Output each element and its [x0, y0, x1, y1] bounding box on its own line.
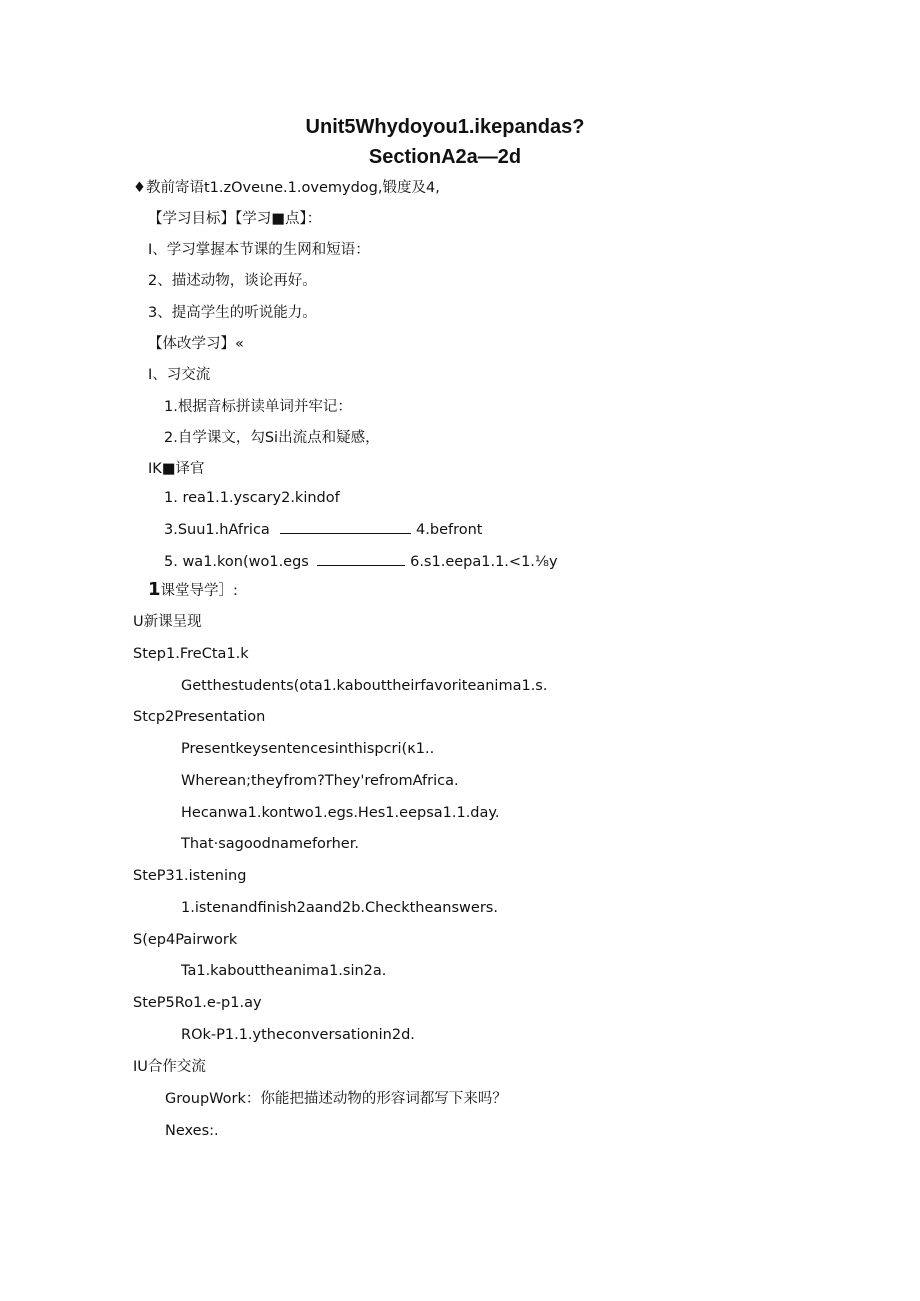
coop-header: IU合作交流	[133, 1059, 206, 1075]
title-line-2: SectionA2a—2d	[368, 146, 522, 168]
translate-header: IK■译官	[148, 461, 205, 477]
exchange-item: 1.根据音标拼读单词并牢记：	[164, 399, 352, 415]
answer-blank[interactable]	[280, 519, 411, 534]
step-line: Hecanwa1.kontwo1.egs.Hes1.eepsa1.1.day.	[181, 805, 500, 821]
objectives-header: 【学习目标】【学习■点】：	[148, 211, 322, 227]
translate-row	[164, 488, 340, 508]
self-study-header: 【体改学习】«	[148, 336, 244, 352]
title-line-1: Unit5Whydoyou1.ikepandas?	[305, 116, 585, 138]
objective-item: 3、提高学生的听说能力。	[148, 305, 317, 321]
guide-header	[148, 580, 238, 601]
guide-header-number: 1	[148, 579, 161, 600]
step-label: S(ep4Pairwork	[133, 932, 238, 948]
translate-row-text: 4.befront	[416, 522, 483, 538]
step-line: Wherean;theyfrom?They'refromAfrica.	[181, 773, 459, 789]
step-label: SteP31.istening	[133, 868, 247, 884]
translate-row-text: 3.Suu1.hAfrica	[164, 522, 270, 538]
objective-item: 2、描述动物，谈论再好。	[148, 273, 317, 289]
translate-row	[164, 519, 483, 540]
answer-blank[interactable]	[317, 551, 405, 566]
translate-row-text: 5. wa1.kon(wo1.egs	[164, 554, 309, 570]
step-line: That·sagoodnameforher.	[181, 836, 359, 852]
step-label: Step1.FreCta1.k	[133, 646, 249, 662]
group-work: GroupWork：你能把描述动物的形容词都写下来吗？	[165, 1091, 507, 1107]
objective-item: I、学习掌握本节课的生网和短语：	[148, 242, 370, 258]
translate-row-text: 1. rea1.1.yscary2.kindof	[164, 490, 340, 506]
step-line: Presentkeysentencesinthispcri(κ1..	[181, 741, 435, 757]
guide-header-text: 课堂导学］:	[160, 583, 238, 599]
exchange-item: 2.自学课文，勾Si出流点和疑感，	[164, 430, 380, 446]
step-label: SteP5Ro1.e-p1.ay	[133, 995, 262, 1011]
preface: ♦教前寄语t1.zOveιne.1.ovemydog,锻度及4,	[133, 180, 440, 196]
step-line: Ta1.kabouttheanima1.sin2a.	[181, 963, 387, 979]
step-line: 1.istenandfinish2aand2b.Checktheanswers.	[181, 900, 498, 916]
translate-row	[164, 551, 558, 572]
step-label: Stcp2Presentation	[133, 709, 266, 725]
step-line: Getthestudents(ota1.kabouttheirfavoriteanima1.s.	[181, 678, 548, 694]
nexes: Nexes:.	[165, 1123, 219, 1139]
new-lesson-header: U新课呈现	[133, 614, 202, 630]
exchange-header: I、习交流	[148, 367, 211, 383]
translate-row-text: 6.s1.eepa1.1.<1.⅛y	[410, 554, 558, 570]
step-line: ROk-P1.1.ytheconversationin2d.	[181, 1027, 415, 1043]
